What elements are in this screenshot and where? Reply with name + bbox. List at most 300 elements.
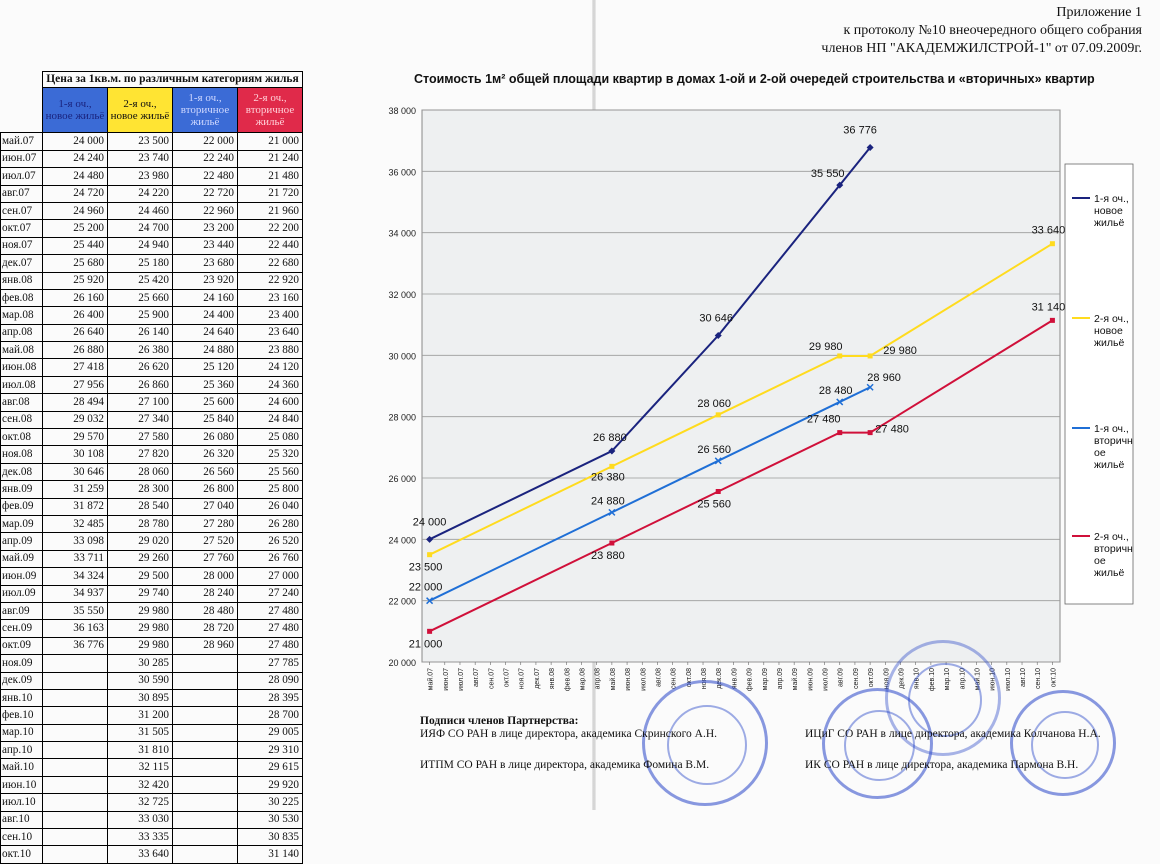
row-month: апр.08 <box>1 324 43 341</box>
x-tick-label: май.07 <box>427 668 435 691</box>
legend-label: вторичн <box>1094 543 1133 555</box>
x-tick-label: ноя.08 <box>701 668 709 690</box>
table-row <box>1 133 303 150</box>
row-value: 25 900 <box>108 307 173 324</box>
x-tick-label: авг.07 <box>473 668 481 688</box>
row-value <box>43 794 108 811</box>
row-month: мар.10 <box>1 724 43 741</box>
table-title: Цена за 1кв.м. по различным категориям жилья <box>43 72 303 88</box>
row-value: 26 080 <box>173 429 238 446</box>
row-value: 29 020 <box>108 533 173 550</box>
x-tick-label: дек.07 <box>533 668 541 689</box>
row-value: 31 505 <box>108 724 173 741</box>
header-appendix: Приложение 1 <box>1056 5 1142 20</box>
row-month: июл.07 <box>1 168 43 185</box>
row-month: июл.08 <box>1 376 43 393</box>
row-month: фев.09 <box>1 498 43 515</box>
row-value: 27 100 <box>108 394 173 411</box>
row-value: 29 310 <box>238 742 303 759</box>
row-value: 24 360 <box>238 376 303 393</box>
row-value: 26 380 <box>108 342 173 359</box>
table-row <box>1 742 303 759</box>
row-value: 29 980 <box>108 620 173 637</box>
table-row <box>1 289 303 306</box>
row-value: 22 240 <box>173 150 238 167</box>
legend-label: жильё <box>1094 459 1125 471</box>
legend-label: жильё <box>1094 217 1125 229</box>
table-row <box>1 220 303 237</box>
row-value: 26 560 <box>173 463 238 480</box>
row-value: 25 680 <box>43 255 108 272</box>
row-value: 31 200 <box>108 707 173 724</box>
x-tick-label: май.09 <box>792 668 800 691</box>
series-point <box>716 412 721 417</box>
row-value: 22 920 <box>238 272 303 289</box>
row-month: мар.09 <box>1 515 43 532</box>
row-value <box>173 724 238 741</box>
y-tick-label: 30 000 <box>388 351 416 362</box>
row-value: 33 030 <box>108 811 173 828</box>
table-row <box>1 724 303 741</box>
row-value: 25 840 <box>173 411 238 428</box>
row-value: 24 880 <box>173 342 238 359</box>
row-value: 29 500 <box>108 568 173 585</box>
x-tick-label: мар.10 <box>944 668 952 691</box>
row-value: 27 480 <box>238 620 303 637</box>
row-value: 24 240 <box>43 150 108 167</box>
table-row <box>1 411 303 428</box>
y-tick-label: 36 000 <box>388 167 416 178</box>
row-value: 29 260 <box>108 550 173 567</box>
row-value: 25 660 <box>108 289 173 306</box>
row-value: 24 960 <box>43 202 108 219</box>
row-month: сен.07 <box>1 202 43 219</box>
table-row <box>1 394 303 411</box>
data-label: 27 480 <box>875 423 909 436</box>
row-value: 27 280 <box>173 515 238 532</box>
row-value: 32 725 <box>108 794 173 811</box>
row-value: 26 640 <box>43 324 108 341</box>
row-value: 28 395 <box>238 689 303 706</box>
row-value: 23 880 <box>238 342 303 359</box>
row-value <box>173 811 238 828</box>
row-value: 21 240 <box>238 150 303 167</box>
stamp-3 <box>1010 690 1116 796</box>
row-value: 24 640 <box>173 324 238 341</box>
row-month: апр.10 <box>1 742 43 759</box>
row-value: 22 720 <box>173 185 238 202</box>
row-value: 26 320 <box>173 446 238 463</box>
row-value: 27 520 <box>173 533 238 550</box>
row-value <box>43 759 108 776</box>
row-value: 33 335 <box>108 829 173 846</box>
signature-4: ИК СО РАН в лице директора, академика Пармона В.Н. <box>805 759 1079 771</box>
row-value: 32 115 <box>108 759 173 776</box>
row-value <box>173 776 238 793</box>
row-value <box>173 689 238 706</box>
row-value: 24 840 <box>238 411 303 428</box>
legend-label: новое <box>1094 325 1123 337</box>
data-label: 27 480 <box>806 413 841 426</box>
row-value: 27 480 <box>238 637 303 654</box>
table-row <box>1 342 303 359</box>
row-value: 34 937 <box>43 585 108 602</box>
row-value: 24 220 <box>108 185 173 202</box>
data-label: 28 960 <box>867 372 901 385</box>
table-row <box>1 811 303 828</box>
row-value <box>43 742 108 759</box>
table-row <box>1 585 303 602</box>
y-tick-label: 32 000 <box>388 290 416 300</box>
row-value: 27 040 <box>173 498 238 515</box>
signature-3: ИТПМ СО РАН в лице директора, академика Фомина В.М. <box>420 759 710 771</box>
row-value <box>173 707 238 724</box>
row-value: 30 530 <box>238 811 303 828</box>
row-value: 24 480 <box>43 168 108 185</box>
row-value: 26 040 <box>238 498 303 515</box>
row-value: 26 140 <box>108 324 173 341</box>
y-tick-label: 28 000 <box>388 412 416 423</box>
row-value: 25 560 <box>238 463 303 480</box>
x-tick-label: апр.09 <box>776 668 784 690</box>
data-label: 29 980 <box>808 340 843 353</box>
series-point <box>427 552 432 557</box>
row-value: 32 485 <box>43 515 108 532</box>
row-value: 29 005 <box>238 724 303 741</box>
x-tick-label: янв.08 <box>549 668 557 690</box>
row-value: 30 285 <box>108 655 173 672</box>
row-value <box>43 724 108 741</box>
x-tick-label: июл.07 <box>457 668 465 691</box>
x-tick-label: июл.09 <box>822 668 830 691</box>
row-value <box>43 655 108 672</box>
x-tick-label: июн.10 <box>989 668 997 691</box>
row-value: 28 000 <box>173 568 238 585</box>
data-label: 25 560 <box>697 498 732 511</box>
row-month: июн.10 <box>1 776 43 793</box>
price-table <box>0 71 303 864</box>
row-value: 26 400 <box>43 307 108 324</box>
row-value: 21 000 <box>238 133 303 150</box>
row-value: 25 800 <box>238 481 303 498</box>
row-value: 22 680 <box>238 255 303 272</box>
legend-label: 1-я оч., <box>1094 423 1129 435</box>
x-tick-label: июн.07 <box>442 668 450 691</box>
x-tick-label: сен.09 <box>852 668 860 689</box>
stamp-1 <box>642 680 768 806</box>
table-row <box>1 550 303 567</box>
table-row <box>1 568 303 585</box>
series-point <box>609 541 614 546</box>
row-value: 27 480 <box>238 602 303 619</box>
row-month: дек.08 <box>1 463 43 480</box>
row-value: 24 700 <box>108 220 173 237</box>
row-value: 27 956 <box>43 376 108 393</box>
row-value: 26 880 <box>43 342 108 359</box>
data-label: 35 550 <box>810 168 845 181</box>
series-point <box>1050 241 1055 246</box>
row-value: 25 080 <box>238 429 303 446</box>
y-tick-label: 38 000 <box>388 106 416 116</box>
table-row <box>1 672 303 689</box>
legend-label: 2-я оч., <box>1094 313 1129 325</box>
row-value <box>43 672 108 689</box>
x-tick-label: мар.09 <box>761 668 769 691</box>
y-tick-label: 22 000 <box>388 596 416 607</box>
x-tick-label: дек.09 <box>898 668 906 689</box>
data-label: 30 646 <box>699 312 734 325</box>
row-value: 25 600 <box>173 394 238 411</box>
row-value: 28 780 <box>108 515 173 532</box>
x-tick-label: ноя.07 <box>518 668 526 690</box>
row-value: 21 720 <box>238 185 303 202</box>
x-tick-label: июл.10 <box>1004 668 1012 691</box>
row-value: 29 920 <box>238 776 303 793</box>
row-month: июн.09 <box>1 568 43 585</box>
row-value <box>43 776 108 793</box>
row-value: 25 120 <box>173 359 238 376</box>
row-value <box>43 846 108 863</box>
x-tick-label: дек.08 <box>716 668 724 689</box>
row-value <box>173 829 238 846</box>
row-month: окт.10 <box>1 846 43 863</box>
row-value <box>43 811 108 828</box>
row-month: июл.10 <box>1 794 43 811</box>
row-value: 26 520 <box>238 533 303 550</box>
row-value <box>173 759 238 776</box>
x-tick-label: фев.10 <box>928 668 936 692</box>
row-month: окт.08 <box>1 429 43 446</box>
row-value <box>43 707 108 724</box>
row-value: 27 418 <box>43 359 108 376</box>
x-tick-label: фев.08 <box>564 668 572 692</box>
row-month: сен.08 <box>1 411 43 428</box>
table-row <box>1 168 303 185</box>
x-tick-label: июн.09 <box>807 668 815 691</box>
table-row <box>1 620 303 637</box>
row-value: 28 300 <box>108 481 173 498</box>
row-value: 27 340 <box>108 411 173 428</box>
row-value: 25 420 <box>108 272 173 289</box>
row-value: 28 090 <box>238 672 303 689</box>
row-month: сен.10 <box>1 829 43 846</box>
table-row <box>1 637 303 654</box>
row-value: 28 700 <box>238 707 303 724</box>
row-value: 36 163 <box>43 620 108 637</box>
row-value: 23 500 <box>108 133 173 150</box>
table-row <box>1 776 303 793</box>
table-row <box>1 498 303 515</box>
row-value: 30 225 <box>238 794 303 811</box>
row-value: 26 800 <box>173 481 238 498</box>
row-value: 29 740 <box>108 585 173 602</box>
row-value: 22 000 <box>173 133 238 150</box>
y-tick-label: 20 000 <box>388 658 416 668</box>
row-value: 21 960 <box>238 202 303 219</box>
data-label: 31 140 <box>1031 301 1066 314</box>
table-row <box>1 446 303 463</box>
row-value <box>173 794 238 811</box>
document-header <box>821 4 1142 58</box>
x-tick-label: ноя.09 <box>883 668 891 690</box>
row-value: 21 480 <box>238 168 303 185</box>
table-row <box>1 533 303 550</box>
row-value: 25 200 <box>43 220 108 237</box>
row-value: 25 920 <box>43 272 108 289</box>
series-point <box>716 489 721 494</box>
series-point <box>427 629 432 634</box>
data-label: 36 776 <box>843 124 877 137</box>
legend-label: 2-я оч., <box>1094 531 1129 543</box>
row-value: 25 360 <box>173 376 238 393</box>
table-row <box>1 759 303 776</box>
legend-label: ое <box>1094 447 1106 459</box>
table-row <box>1 689 303 706</box>
row-value: 29 980 <box>108 637 173 654</box>
series-point <box>1050 318 1055 323</box>
row-value: 24 400 <box>173 307 238 324</box>
row-value: 22 480 <box>173 168 238 185</box>
table-row <box>1 829 303 846</box>
row-month: янв.10 <box>1 689 43 706</box>
row-value: 23 400 <box>238 307 303 324</box>
data-label: 26 380 <box>591 471 625 484</box>
row-value: 31 872 <box>43 498 108 515</box>
row-value <box>43 689 108 706</box>
row-value: 29 615 <box>238 759 303 776</box>
signature-2: ИЦиГ СО РАН в лице директора, академика Колчанова Н.А. <box>805 728 1101 740</box>
row-value: 27 580 <box>108 429 173 446</box>
data-label: 28 480 <box>818 384 853 397</box>
row-value: 27 820 <box>108 446 173 463</box>
row-value: 33 640 <box>108 846 173 863</box>
row-value: 32 420 <box>108 776 173 793</box>
row-value <box>173 672 238 689</box>
row-value: 27 000 <box>238 568 303 585</box>
x-tick-label: фев.09 <box>746 668 754 692</box>
row-value: 23 680 <box>173 255 238 272</box>
row-value: 31 259 <box>43 481 108 498</box>
row-value: 33 711 <box>43 550 108 567</box>
row-value: 28 060 <box>108 463 173 480</box>
row-month: мар.08 <box>1 307 43 324</box>
row-month: янв.08 <box>1 272 43 289</box>
table-row <box>1 655 303 672</box>
row-value: 25 320 <box>238 446 303 463</box>
data-label: 22 000 <box>408 581 443 594</box>
header-2nd-secondary: 2-я оч., вторичное жильё <box>238 88 303 133</box>
row-month: дек.07 <box>1 255 43 272</box>
row-value: 23 640 <box>238 324 303 341</box>
header-1st-new: 1-я оч., новое жильё <box>43 88 108 133</box>
data-label: 26 560 <box>697 443 732 456</box>
table-row <box>1 707 303 724</box>
y-tick-label: 24 000 <box>388 535 416 546</box>
row-value: 24 600 <box>238 394 303 411</box>
row-month: сен.09 <box>1 620 43 637</box>
row-value <box>43 829 108 846</box>
row-value: 22 200 <box>238 220 303 237</box>
row-value: 25 180 <box>108 255 173 272</box>
x-tick-label: авг.08 <box>655 668 663 688</box>
row-value: 29 570 <box>43 429 108 446</box>
row-month: авг.07 <box>1 185 43 202</box>
row-value: 22 960 <box>173 202 238 219</box>
row-value: 36 776 <box>43 637 108 654</box>
row-month: июн.07 <box>1 150 43 167</box>
table-row <box>1 846 303 863</box>
row-value: 28 240 <box>173 585 238 602</box>
y-tick-label: 34 000 <box>388 228 416 239</box>
table-row <box>1 255 303 272</box>
table-row <box>1 324 303 341</box>
row-value: 28 960 <box>173 637 238 654</box>
table-row <box>1 481 303 498</box>
row-value: 26 620 <box>108 359 173 376</box>
x-tick-label: сен.10 <box>1035 668 1043 689</box>
row-value: 24 720 <box>43 185 108 202</box>
row-value <box>173 655 238 672</box>
row-month: июн.08 <box>1 359 43 376</box>
header-members: членов НП "АКАДЕМЖИЛСТРОЙ-1" от 07.09.2009г. <box>821 41 1142 56</box>
x-tick-label: апр.08 <box>594 668 602 690</box>
legend-label: новое <box>1094 205 1123 217</box>
x-tick-label: сен.08 <box>670 668 678 689</box>
row-value: 35 550 <box>43 602 108 619</box>
row-value: 25 440 <box>43 237 108 254</box>
table-row <box>1 307 303 324</box>
row-month: май.09 <box>1 550 43 567</box>
plot-area <box>422 110 1060 662</box>
row-month: фев.10 <box>1 707 43 724</box>
table-row <box>1 237 303 254</box>
x-tick-label: май.08 <box>609 668 617 691</box>
x-tick-label: май.10 <box>974 668 982 691</box>
signature-1: ИЯФ СО РАН в лице директора, академика Скринского А.Н. <box>420 728 718 740</box>
row-value: 30 895 <box>108 689 173 706</box>
row-value: 24 120 <box>238 359 303 376</box>
x-tick-label: окт.07 <box>503 668 511 688</box>
row-month: ноя.08 <box>1 446 43 463</box>
row-value: 28 540 <box>108 498 173 515</box>
row-value: 24 460 <box>108 202 173 219</box>
row-value: 28 480 <box>173 602 238 619</box>
row-value: 23 920 <box>173 272 238 289</box>
data-label: 26 880 <box>593 432 627 445</box>
row-value: 30 590 <box>108 672 173 689</box>
x-tick-label: авг.09 <box>837 668 845 688</box>
row-value: 27 240 <box>238 585 303 602</box>
row-value: 22 440 <box>238 237 303 254</box>
row-value: 26 280 <box>238 515 303 532</box>
table-row <box>1 429 303 446</box>
table-row <box>1 794 303 811</box>
row-value: 27 760 <box>173 550 238 567</box>
row-month: май.08 <box>1 342 43 359</box>
row-value: 23 740 <box>108 150 173 167</box>
row-month: окт.09 <box>1 637 43 654</box>
series-point <box>837 353 842 358</box>
x-tick-label: мар.08 <box>579 668 587 691</box>
row-value: 34 324 <box>43 568 108 585</box>
row-value: 24 940 <box>108 237 173 254</box>
row-value: 30 108 <box>43 446 108 463</box>
table-row <box>1 150 303 167</box>
table-row <box>1 602 303 619</box>
row-month: дек.09 <box>1 672 43 689</box>
series-point <box>609 464 614 469</box>
data-label: 24 880 <box>591 495 625 508</box>
